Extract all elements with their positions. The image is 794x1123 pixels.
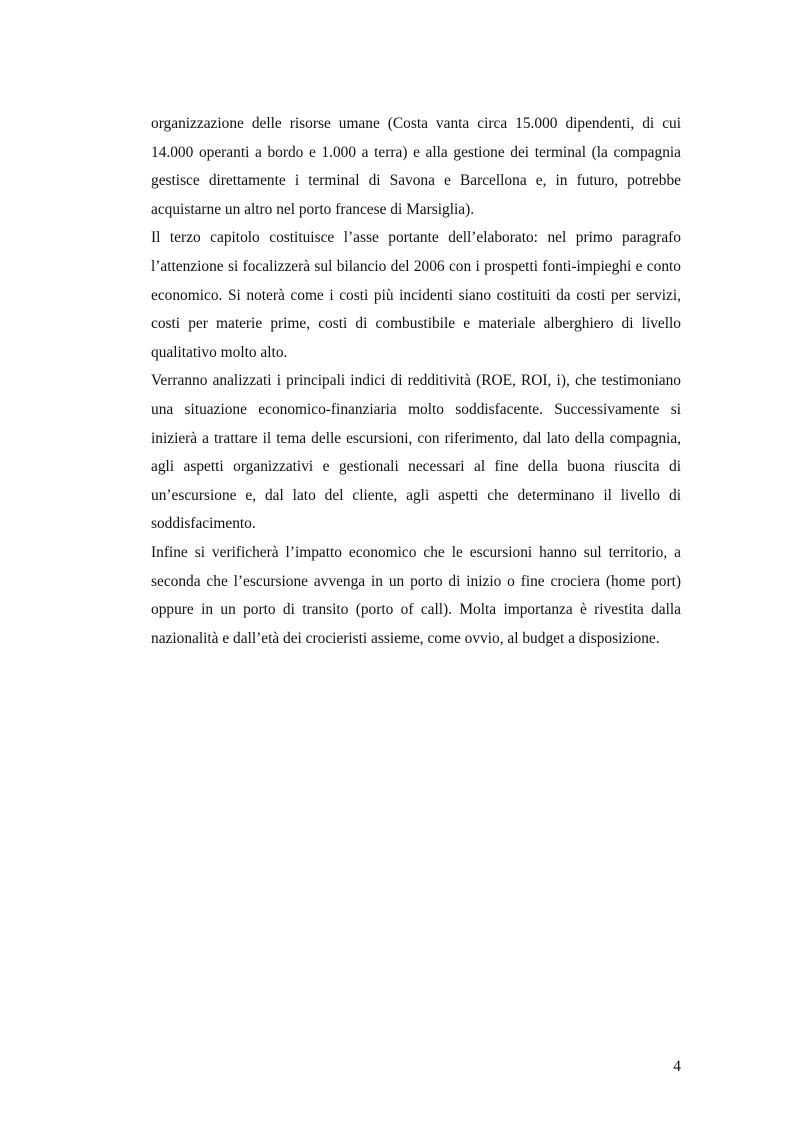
paragraph-economic-impact: Infine si verificherà l’impatto economico che le escursioni hanno sul territorio, a seconda che l’escursione avvenga in un porto di inizio o fine crociera (home port) oppure in un porto di transito (porto of call). Molta importanza è rivestita dalla nazionalità e dall’età dei crocieristi assieme, come ovvio, al budget a disposizione.: [151, 543, 681, 647]
paragraph-profitability-indices: Verranno analizzati i principali indici di redditività (ROE, ROI, i), che testimoniano una situazione economico-finanziaria molto soddisfacente. Successivamente si inizierà a trattare il tema delle escursioni, con riferimento, dal lato della compagnia, agli aspetti organizzativi e gestionali necessari al fine della buona riuscita di un’escursione e, dal lato del cliente, agli aspetti che determinano il livello di soddisfacimento.: [151, 372, 681, 533]
paragraph-third-chapter: Il terzo capitolo costituisce l’asse portante dell’elaborato: nel primo paragrafo l’attenzione si focalizzerà sul bilancio del 2006 con i prospetti fonti-impieghi e conto economico. Si noterà come i costi più incidenti siano costituiti da costi per servizi, costi per materie prime, costi di combustibile e materiale alberghiero di livello qualitativo molto alto.: [151, 229, 681, 361]
body-text: [151, 110, 681, 653]
page-number: 4: [673, 1058, 681, 1075]
paragraph-hr-organization: organizzazione delle risorse umane (Costa vanta circa 15.000 dipendenti, di cui 14.000 operanti a bordo e 1.000 a terra) e alla gestione dei terminal (la compagnia gestisce direttamente i terminal di Savona e Barcellona e, in futuro, potrebbe acquistarne un altro nel porto francese di Marsiglia).: [151, 115, 681, 218]
